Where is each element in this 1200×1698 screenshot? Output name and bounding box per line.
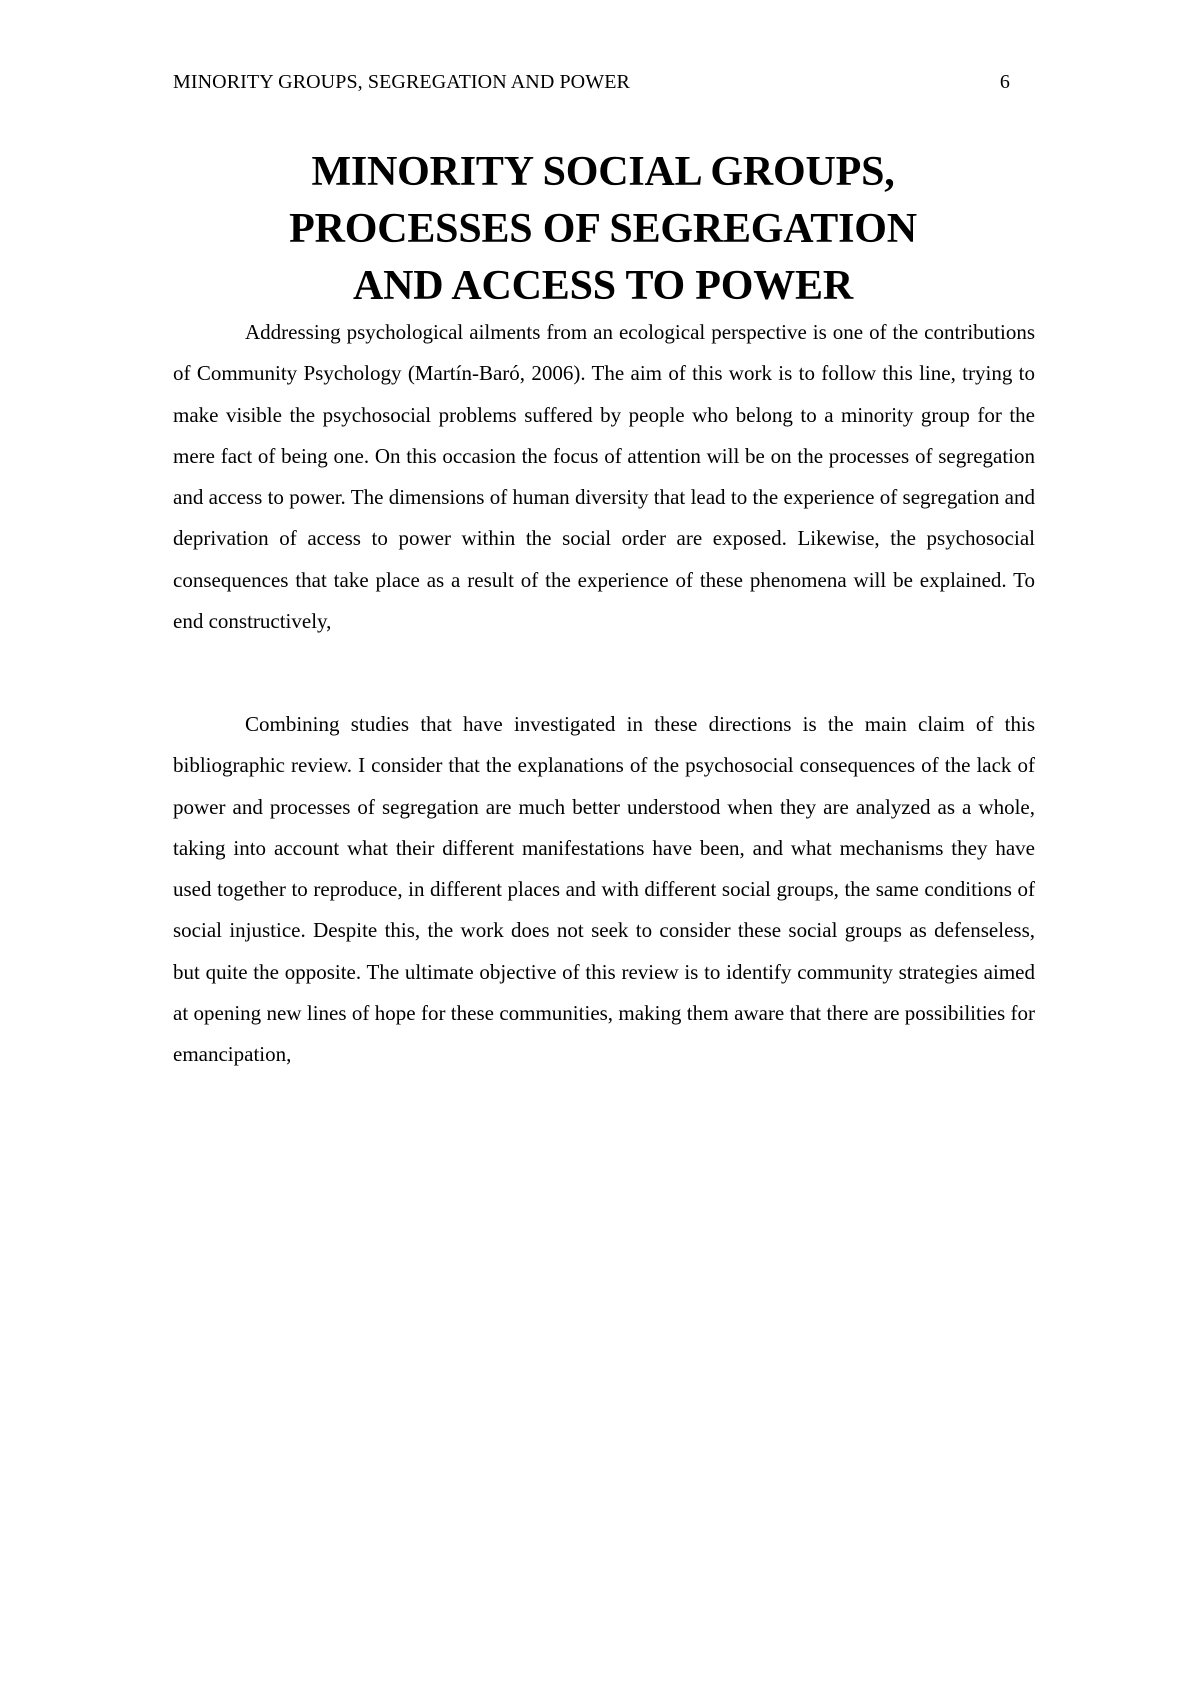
body-paragraph-1: Addressing psychological ailments from an ecological perspective is one of the contributions of Community Psychology (Martín-Baró, 2006). The aim of this work is to follow this line, trying to make visible the psychosocial problems suffered by people who belong to a minority group for the mere fact of being one. On this occasion the focus of attention will be on the processes of segregation and access to power. The dimensions of human diversity that lead to the experience of segregation and deprivation of access to power within the social order are exposed. Likewise, the psychosocial consequences that take place as a result of the experience of these phenomena will be explained. To end constructively, <box>173 320 1035 634</box>
document-title <box>173 144 1033 315</box>
page-number: 6 <box>999 70 1010 93</box>
running-head-title: MINORITY GROUPS, SEGREGATION AND POWER <box>173 70 630 93</box>
body-paragraph-2: Combining studies that have investigated in these directions is the main claim of this bibliographic review. I consider that the explanations of the psychosocial consequences of the lack of power and processes of segregation are much better understood when they are analyzed as a whole, taking into account what their different manifestations have been, and what mechanisms they have used together to reproduce, in different places and with different social groups, the same conditions of social injustice. Despite this, the work does not seek to consider these social groups as defenseless, but quite the opposite. The ultimate objective of this review is to identify community strategies aimed at opening new lines of hope for these communities, making them aware that there are possibilities for emancipation, <box>173 712 1035 1067</box>
title-line-2: PROCESSES OF SEGREGATION <box>289 206 917 252</box>
title-line-3: AND ACCESS TO POWER <box>353 263 853 309</box>
title-line-1: MINORITY SOCIAL GROUPS, <box>311 149 895 195</box>
running-head <box>173 68 1010 96</box>
